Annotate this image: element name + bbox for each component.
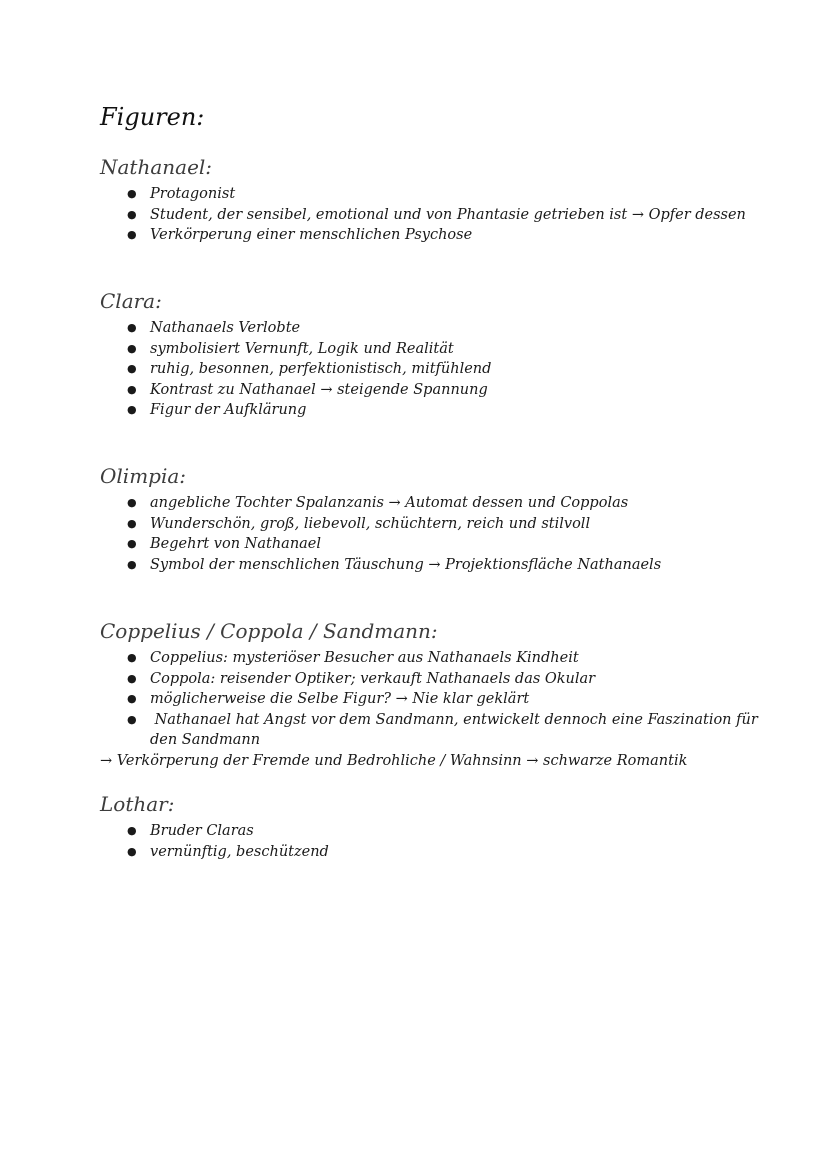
bullet-icon: ● [127, 692, 137, 705]
list-item: ● Nathanael hat Angst vor dem Sandmann, entwickelt dennoch eine Faszination für den Sandmann [127, 711, 763, 748]
section-coppelius [100, 618, 763, 771]
list-item: ● symbolisiert Vernunft, Logik und Realität [100, 339, 760, 360]
section-note: → Verkörperung der Fremde und Bedrohliche / Wahnsinn → schwarze Romantik [100, 752, 688, 769]
list-item: ● Verkörperung einer menschlichen Psychose [100, 225, 760, 246]
list-item: ● möglicherweise die Selbe Figur? → Nie klar geklärt [100, 689, 760, 710]
section-heading: Olimpia: [100, 464, 187, 488]
bullet-icon: ● [127, 537, 137, 550]
list-item: ● vernünftig, beschützend [100, 842, 760, 863]
bullet-icon: ● [127, 516, 137, 530]
section-heading: Lothar: [100, 792, 175, 816]
bullet-icon: ● [127, 382, 137, 396]
bullet-icon: ● [127, 228, 137, 241]
section-lothar [100, 791, 760, 862]
section-heading: Nathanael: [100, 155, 213, 179]
list-item: ● Protagonist [100, 184, 760, 205]
bullet-list [100, 648, 763, 751]
list-item: ● angebliche Tochter Spalanzanis → Automat dessen und Coppolas [100, 493, 760, 514]
list-item: ● Coppelius: mysteriöser Besucher aus Nathanaels Kindheit [100, 648, 760, 669]
bullet-icon: ● [127, 403, 137, 416]
list-item: ● Nathanaels Verlobte [100, 318, 760, 339]
list-item: ● Figur der Aufklärung [100, 400, 760, 421]
list-item: ● Bruder Claras [100, 821, 760, 842]
bullet-icon: ● [127, 712, 137, 726]
bullet-icon: ● [127, 187, 137, 200]
list-item: ● Student, der sensibel, emotional und von Phantasie getrieben ist → Opfer dessen [100, 205, 760, 226]
bullet-list [100, 184, 760, 246]
section-nathanael [100, 154, 760, 246]
bullet-icon: ● [127, 321, 137, 334]
list-item: ● Kontrast zu Nathanael → steigende Spannung [100, 380, 760, 401]
section-heading: Clara: [100, 289, 162, 313]
bullet-icon: ● [127, 557, 137, 571]
bullet-icon: ● [127, 341, 137, 355]
bullet-icon: ● [127, 362, 137, 375]
section-clara [100, 288, 760, 421]
section-heading: Coppelius / Coppola / Sandmann: [100, 619, 438, 643]
bullet-icon: ● [127, 207, 137, 221]
bullet-icon: ● [127, 496, 137, 509]
bullet-icon: ● [127, 651, 137, 664]
bullet-list [100, 318, 760, 421]
section-olimpia [100, 463, 760, 575]
bullet-icon: ● [127, 844, 137, 858]
list-item: ● Symbol der menschlichen Täuschung → Projektionsfläche Nathanaels [100, 555, 760, 576]
bullet-list [100, 493, 760, 575]
bullet-list [100, 821, 760, 862]
bullet-icon: ● [127, 824, 137, 837]
list-item: ● Wunderschön, groß, liebevoll, schüchtern, reich und stilvoll [100, 514, 760, 535]
page-title: Figuren: [100, 103, 205, 131]
list-item: ● ruhig, besonnen, perfektionistisch, mitfühlend [100, 359, 760, 380]
list-item: ● Coppola: reisender Optiker; verkauft Nathanaels das Okular [100, 669, 760, 690]
list-item: ● Begehrt von Nathanael [100, 534, 760, 555]
bullet-icon: ● [127, 671, 137, 685]
